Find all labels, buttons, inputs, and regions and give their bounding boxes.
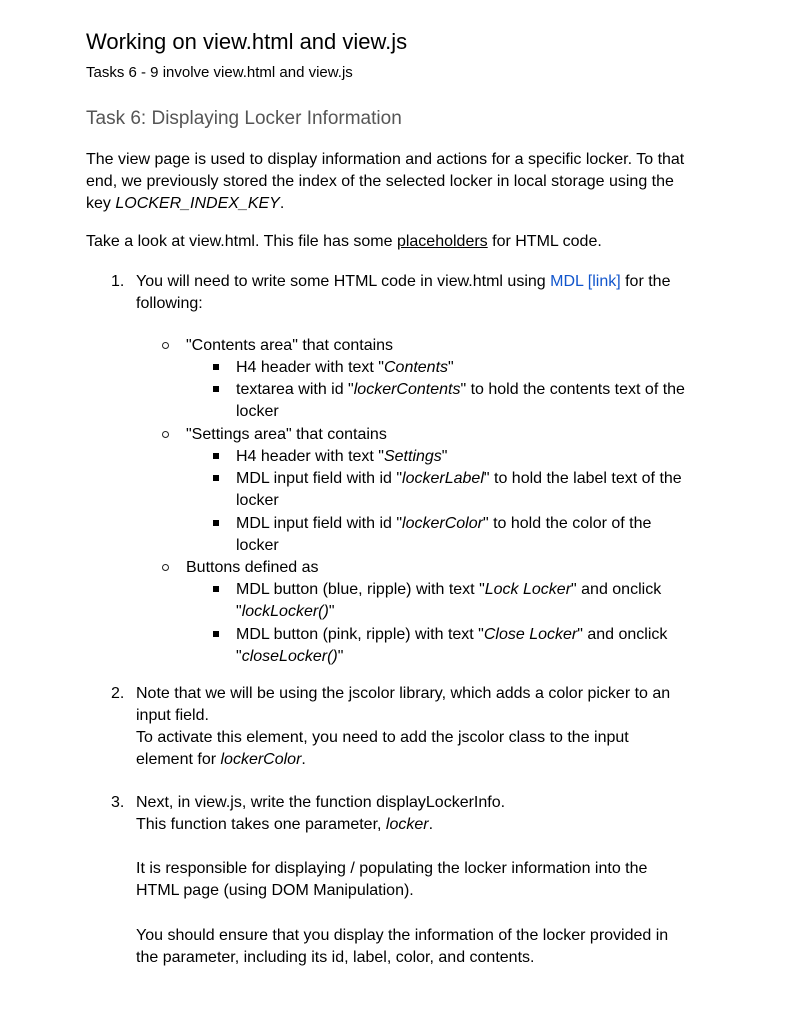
text-run: " [441,448,448,465]
square-bullet-icon [213,586,219,592]
close-button-item-line-2 [236,646,343,668]
look-pre: Take a look at view.html. This file has some [86,233,397,250]
close-button-item [236,624,667,646]
text-run: " and onclick [571,581,662,598]
circle-bullet-icon [162,431,169,438]
page-subtitle: Tasks 6 - 9 involve view.html and view.js [86,64,353,81]
locker-label-item-line-2: locker [236,492,279,509]
close-locker-em: Close Locker [483,626,578,643]
item-1-post: for the [620,273,671,290]
item-3-line-4: HTML page (using DOM Manipulation). [136,882,414,899]
item-3-line-1: Next, in view.js, write the function displayLockerInfo. [136,794,506,811]
square-bullet-icon [213,364,219,370]
text-run: . [301,751,306,768]
lock-locker-em: Lock Locker [484,581,572,598]
text-run: " [236,648,242,665]
item-3-line-5: You should ensure that you display the information of the locker provided in [136,927,669,944]
item-1-line-1 [136,271,670,293]
look-paragraph [86,231,602,253]
text-run: element for [136,751,221,768]
settings-area-label: "Settings area" that contains [186,426,387,443]
text-run: This function takes one parameter, [136,816,386,833]
intro-key-prefix: key [86,195,116,212]
contents-textarea-item-line-2: locker [236,403,279,420]
item-1-line-2: following: [136,295,203,312]
text-run: " [328,603,335,620]
settings-h4-item [236,446,447,468]
close-locker-fn-em: closeLocker() [241,648,338,665]
mdl-link[interactable]: MDL [link] [550,273,621,290]
locker-label-em: lockerLabel [402,470,484,487]
intro-period: . [279,195,285,212]
item-1-pre: You will need to write some HTML code in view.html using [136,273,551,290]
locker-param-em: locker [385,816,429,833]
text-run: " [337,648,344,665]
contents-area-label: "Contents area" that contains [186,337,394,354]
intro-line-3 [86,193,284,215]
text-run: MDL input field with id " [236,470,403,487]
locker-color-ref-em: lockerColor [220,751,302,768]
settings-em: Settings [383,448,442,465]
item-2-line-2: input field. [136,707,209,724]
placeholders-link[interactable]: placeholders [396,233,488,250]
square-bullet-icon [213,475,219,481]
text-run: " [448,359,454,376]
contents-h4-item [236,357,454,379]
item-3-line-2 [136,814,433,836]
text-run: MDL input field with id " [236,515,403,532]
item-2-line-4 [136,749,306,771]
square-bullet-icon [213,453,219,459]
item-1-number: 1. [111,273,125,290]
locker-color-item-line-2: locker [236,537,279,554]
text-run: textarea with id " [236,381,354,398]
text-run: " to hold the color of the [482,515,652,532]
square-bullet-icon [213,520,219,526]
contents-textarea-item [236,379,685,401]
text-run: MDL button (pink, ripple) with text " [236,626,484,643]
text-run: MDL button (blue, ripple) with text " [236,581,485,598]
circle-bullet-icon [162,342,169,349]
locker-color-em: lockerColor [402,515,483,532]
square-bullet-icon [213,631,219,637]
text-run: " to hold the label text of the [483,470,682,487]
task-heading: Task 6: Displaying Locker Information [86,108,402,129]
locker-index-key: LOCKER_INDEX_KEY [115,195,280,212]
square-bullet-icon [213,386,219,392]
text-run: " to hold the contents text of the [460,381,685,398]
item-3-line-6: the parameter, including its id, label, color, and contents. [136,949,535,966]
locker-label-item [236,468,682,490]
lock-locker-fn-em: lockLocker() [241,603,329,620]
lock-button-item [236,579,661,601]
buttons-area-label: Buttons defined as [186,559,319,576]
locker-color-item [236,513,651,535]
lock-button-item-line-2 [236,601,335,623]
text-run: " and onclick [577,626,668,643]
locker-contents-em: lockerContents [353,381,461,398]
text-run: H4 header with text " [236,448,384,465]
intro-line-2: end, we previously stored the index of the selected locker in local storage using the [86,173,674,190]
item-3-number: 3. [111,794,125,811]
look-post: for HTML code. [487,233,602,250]
item-2-line-3: To activate this element, you need to add the jscolor class to the input [136,729,629,746]
intro-line-1: The view page is used to display information and actions for a specific locker. To that [86,151,685,168]
item-2-line-1: Note that we will be using the jscolor library, which adds a color picker to an [136,685,671,702]
item-2-number: 2. [111,685,125,702]
page-title: Working on view.html and view.js [86,29,408,54]
circle-bullet-icon [162,564,169,571]
item-3-line-3: It is responsible for displaying / populating the locker information into the [136,860,648,877]
contents-em: Contents [383,359,449,376]
text-run: . [428,816,434,833]
text-run: H4 header with text " [236,359,384,376]
text-run: " [236,603,242,620]
